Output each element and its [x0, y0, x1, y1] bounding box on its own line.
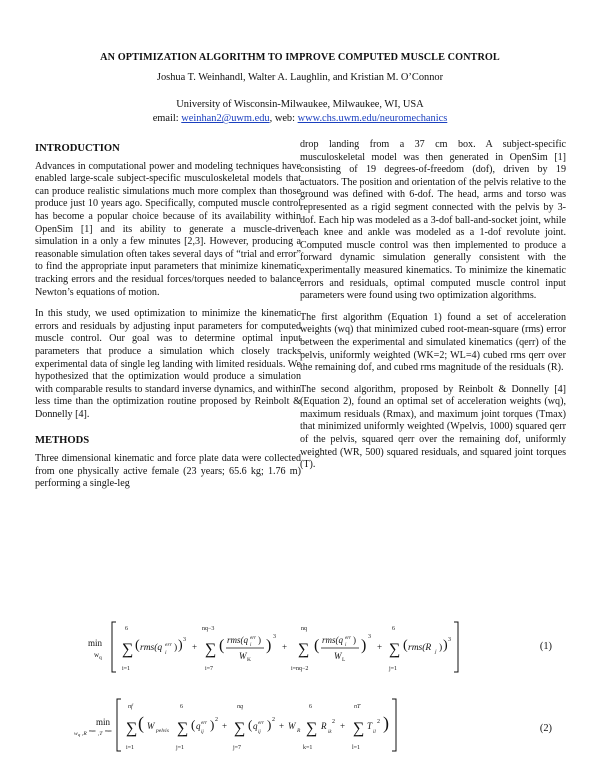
svg-text:err: err	[201, 721, 208, 726]
svg-text:max: max	[105, 728, 112, 733]
svg-text:err: err	[165, 642, 172, 648]
web-label: , web:	[269, 113, 298, 124]
svg-text:W: W	[147, 721, 155, 731]
author-list: Joshua T. Weinhandl, Walter A. Laughlin, and Kristian M. O’Connor	[156, 72, 444, 83]
svg-text:∑: ∑	[234, 720, 246, 737]
svg-text:∑: ∑	[389, 641, 401, 658]
svg-text:(: (	[138, 713, 144, 733]
introduction-heading: INTRODUCTION	[35, 143, 120, 154]
svg-text:): )	[439, 643, 443, 653]
svg-text:j=1: j=1	[176, 745, 185, 751]
svg-text:il: il	[373, 730, 376, 735]
svg-text:i=nq−2: i=nq−2	[291, 666, 309, 672]
svg-text:i=7: i=7	[205, 666, 214, 672]
svg-text:+: +	[222, 721, 228, 731]
svg-text:L: L	[342, 657, 346, 663]
svg-text:R: R	[297, 728, 301, 734]
svg-text:ij: ij	[201, 730, 204, 735]
svg-text:min: min	[96, 717, 111, 727]
svg-text:ij: ij	[258, 730, 261, 735]
svg-text:∑: ∑	[122, 641, 134, 658]
svg-text:min: min	[88, 638, 103, 648]
svg-text:nf: nf	[128, 704, 133, 710]
svg-text:K: K	[247, 657, 251, 663]
svg-text:(: (	[403, 638, 408, 653]
svg-text:k=1: k=1	[303, 745, 313, 751]
svg-text:W: W	[334, 651, 342, 661]
svg-text:): )	[353, 635, 356, 645]
svg-text:): )	[383, 713, 389, 733]
intro-paragraph-2: In this study, we used optimization to minimize the kinematic errors and residuals by adjusting input parameters for computed muscle control. Our goal was to determine optimal input parameters that produce a simulation which closely tracks experimental data of single leg landing with limited residuals. We hypothesized that the optimization would produce a simulation with comparable results to standard inverse dynamics, and within less time than the optimization routine proposed by Reinbolt & Donnelly [4].	[35, 308, 301, 420]
methods-paragraph-3: The first algorithm (Equation 1) found a set of acceleration weights (wq) that minimized cubed root-mean-square (rms) error between the experimental and simulated kinematics (qerr) of the pelvis, uniformly weighted (WK=2; WL=4) cubed rms qerr over the remaining dof, and cubed rms magnitude of the residuals (R).	[300, 311, 566, 374]
svg-text:): )	[266, 637, 272, 654]
equation-1-number: (1)	[539, 641, 552, 652]
intro-paragraph-1: Advances in computational power and modeling techniques have enabled large-scale subject-specific musculoskeletal models that can produce realistic simulations much more complex than those produce just 10 years ago. Specifically, computed muscle control has become a popular choice because of its availability within OpenSim [1] and its ability to generate a muscle-driven simulation in a only a few minutes [2,3]. However, producing a reasonable simulation often takes several days of “trial and error” to find the appropriate input parameters that minimize kinematic tracking errors and the residual forces/torques needed to balance Newton’s equations of motion.	[35, 160, 301, 298]
svg-text:2: 2	[215, 717, 218, 723]
right-column	[300, 139, 566, 481]
svg-text:max: max	[89, 728, 96, 733]
svg-text:∑: ∑	[126, 720, 138, 737]
svg-text:(: (	[135, 638, 140, 653]
svg-text:j: j	[435, 649, 437, 655]
methods-paragraph-2: drop landing from a 37 cm box. A subject-specific musculoskeletal model was then generated in OpenSim [1] consisting of 19 degrees-of-freedom (dof), driven by 19 actuators. The position and orientation of the pelvis relative to the ground was defined with 6-dof. The head, arms and torso was represented as a rigid segment connected with the pelvis by 3-dof. Each hip was modeled as a 3-dof ball-and-socket joint, while each knee and ankle was modeled as a 1-dof revolute joint. Computed muscle control was then implemented to produce a forward dynamic simulation generally consistent with the experimentally measured kinematics. To minimize the kinematic errors and residuals, optimal computed muscle control input parameters were found using two optimization algorithms.	[300, 139, 566, 302]
methods-paragraph-4: The second algorithm, proposed by Reinbolt & Donnelly [4] (Equation 2), found an optimal set of acceleration weights (wq), maximum residuals (Rmax), and maximum joint torques (Tmax) that minimized uniformly weighted (Wpelvis, 1000) squared qerr of the pelvis, squared qerr over the remaining dof, uniformly weighted (WR, 500) squared residuals, and squared joint torques (T).	[300, 383, 566, 471]
svg-text:): )	[267, 717, 272, 732]
svg-text:l=1: l=1	[352, 745, 361, 751]
svg-text:+: +	[192, 642, 198, 652]
svg-text:+: +	[282, 642, 288, 652]
svg-text:∑: ∑	[177, 720, 189, 737]
svg-text:6: 6	[392, 626, 395, 632]
svg-text:3: 3	[368, 634, 371, 640]
left-column	[35, 139, 301, 500]
svg-text:w: w	[74, 731, 78, 737]
contact-line	[0, 113, 600, 124]
svg-text:err: err	[345, 636, 352, 641]
svg-text:3: 3	[183, 637, 186, 643]
svg-text:R: R	[321, 721, 327, 731]
svg-text:∑: ∑	[306, 720, 318, 737]
svg-text:+: +	[279, 721, 285, 731]
svg-text:(: (	[314, 637, 320, 654]
svg-text:): )	[361, 637, 367, 654]
svg-text:i: i	[345, 643, 347, 648]
svg-text:nq: nq	[237, 704, 243, 710]
svg-text:j=7: j=7	[233, 745, 242, 751]
svg-text:): )	[443, 638, 448, 653]
svg-text:err: err	[250, 636, 257, 641]
paper-title: AN OPTIMIZATION ALGORITHM TO IMPROVE COMPUTED MUSCLE CONTROL	[100, 52, 500, 63]
svg-text:): )	[178, 638, 183, 653]
email-label: email:	[152, 113, 182, 124]
svg-text:,R: ,R	[82, 731, 87, 737]
svg-text:W: W	[288, 721, 296, 731]
svg-text:rms(q: rms(q	[227, 635, 249, 645]
svg-text:(: (	[248, 717, 253, 732]
svg-text:q: q	[253, 721, 258, 731]
svg-text:W: W	[239, 651, 247, 661]
svg-text:∑: ∑	[205, 641, 217, 658]
svg-text:w: w	[94, 651, 100, 659]
equation-1	[0, 616, 600, 680]
svg-text:2: 2	[377, 719, 380, 725]
svg-text:i=1: i=1	[122, 666, 131, 672]
svg-text:q: q	[78, 732, 81, 737]
equation-2-number: (2)	[539, 723, 552, 734]
svg-text:rms(R: rms(R	[408, 643, 432, 653]
svg-text:6: 6	[125, 626, 128, 632]
svg-text:ik: ik	[328, 730, 332, 735]
svg-text:nq: nq	[301, 626, 307, 632]
svg-text:): )	[258, 635, 261, 645]
svg-text:): )	[174, 643, 178, 653]
svg-text:pelvis: pelvis	[156, 728, 169, 734]
svg-text:3: 3	[448, 637, 451, 643]
svg-text:(: (	[219, 637, 225, 654]
svg-text:i: i	[165, 650, 167, 656]
svg-text:∑: ∑	[353, 720, 365, 737]
svg-text:6: 6	[180, 704, 183, 710]
svg-text:i=1: i=1	[126, 745, 135, 751]
svg-text:rms(q: rms(q	[322, 635, 344, 645]
svg-text:j=1: j=1	[389, 666, 398, 672]
equation-1-graphic	[88, 616, 600, 680]
svg-text:(: (	[191, 717, 196, 732]
svg-text:nq−3: nq−3	[202, 626, 215, 632]
svg-text:6: 6	[309, 704, 312, 710]
svg-text:3: 3	[273, 634, 276, 640]
methods-paragraph-1: Three dimensional kinematic and force plate data were collected from one physically active female (23 years; 65.6 kg; 1.76 m) performing a single-leg	[35, 453, 301, 490]
svg-text:err: err	[258, 721, 265, 726]
svg-text:∑: ∑	[298, 641, 310, 658]
web-link[interactable]: www.chs.uwm.edu/neuromechanics	[297, 113, 448, 124]
svg-text:i: i	[250, 643, 252, 648]
svg-text:): )	[210, 717, 215, 732]
equation-2-graphic	[74, 693, 600, 757]
svg-text:+: +	[377, 642, 383, 652]
svg-text:q: q	[196, 721, 201, 731]
equation-2	[0, 693, 600, 757]
svg-text:rms(q: rms(q	[140, 643, 163, 653]
svg-text:,T: ,T	[98, 731, 103, 737]
email-link[interactable]: weinhan2@uwm.edu	[181, 113, 270, 124]
svg-text:T: T	[367, 721, 373, 731]
svg-text:nT: nT	[354, 704, 361, 710]
svg-text:2: 2	[332, 719, 335, 725]
svg-text:2: 2	[272, 717, 275, 723]
svg-text:q: q	[99, 655, 102, 661]
affiliation: University of Wisconsin-Milwaukee, Milwaukee, WI, USA	[176, 99, 424, 110]
methods-heading: METHODS	[35, 435, 90, 447]
svg-text:+: +	[340, 721, 346, 731]
